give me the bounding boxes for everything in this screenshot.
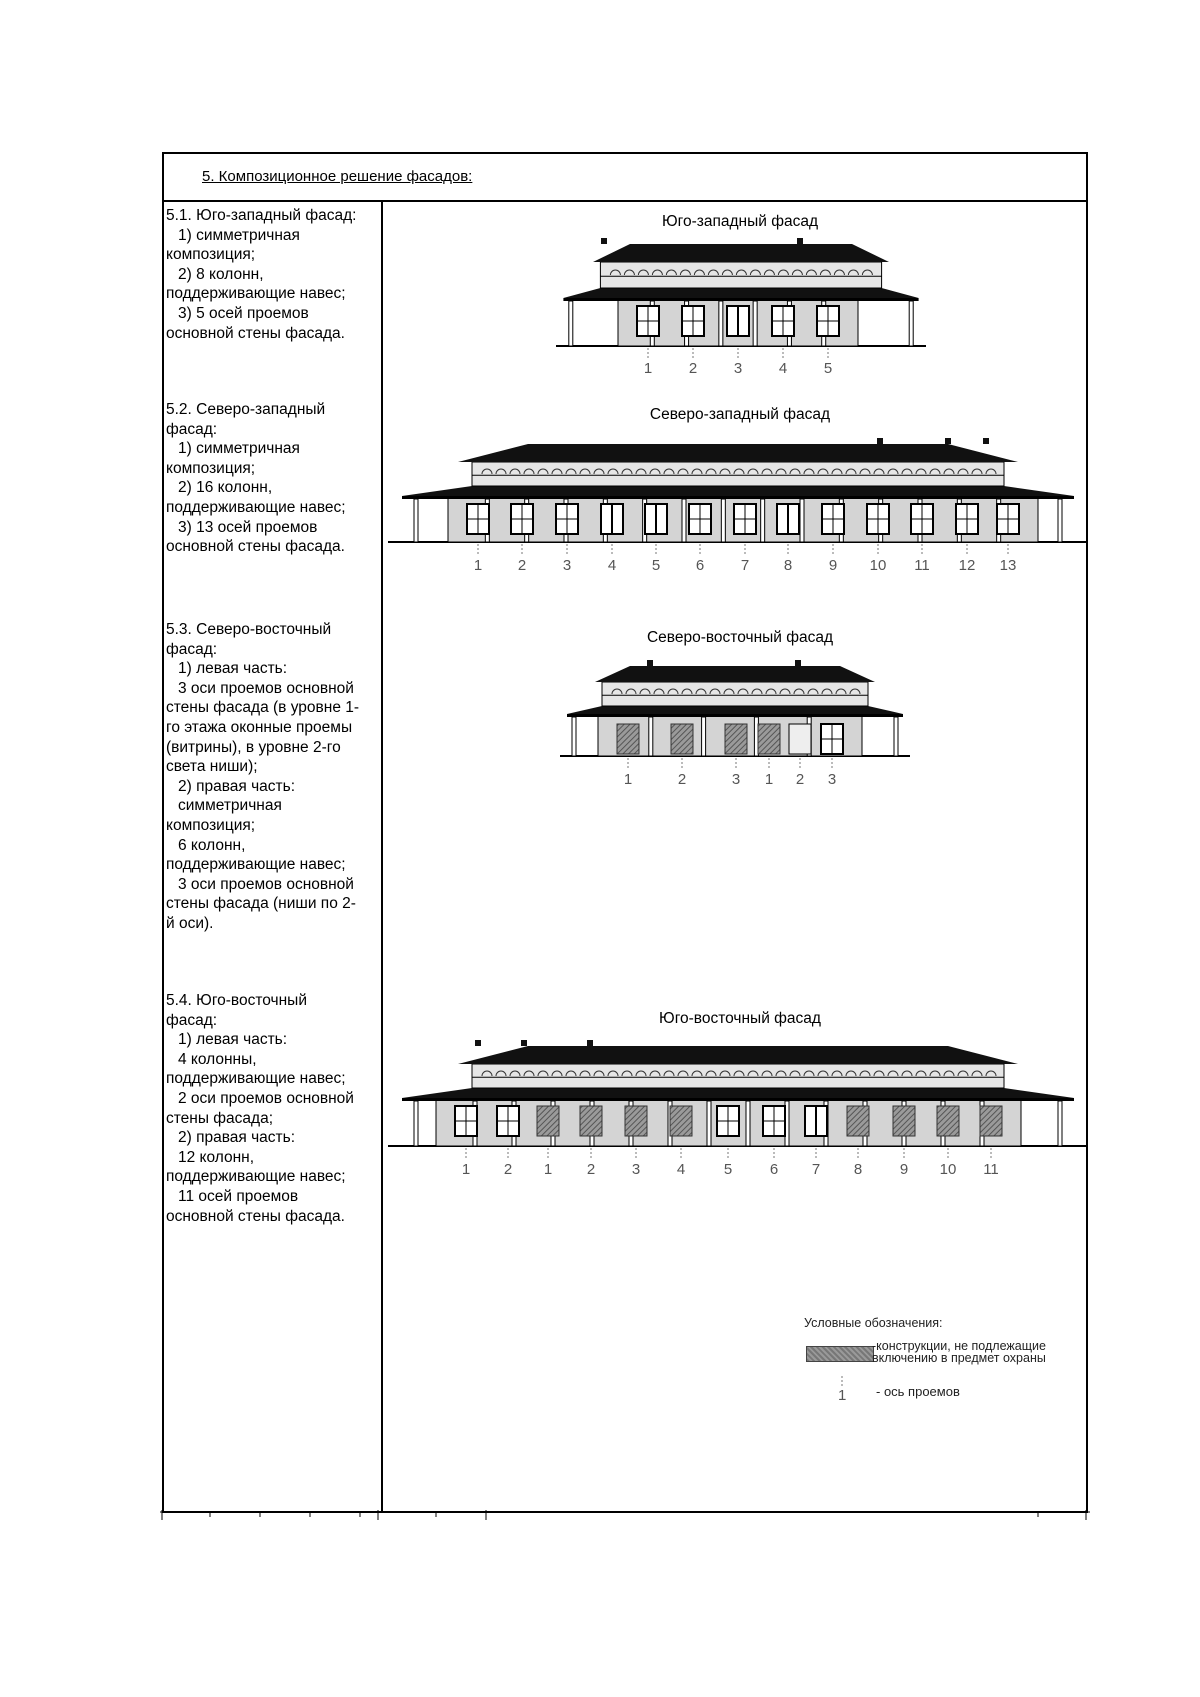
column (569, 301, 573, 346)
axis-number: 10 (939, 1161, 957, 1178)
axis-number: 7 (811, 1161, 821, 1178)
hatched-niche (580, 1106, 602, 1136)
description-line: основной стены фасада. (166, 538, 345, 556)
description-line: 1) левая часть: (178, 660, 288, 678)
facade-title: Северо-западный фасад (649, 406, 831, 423)
description-line: 5.2. Северо-западный (166, 401, 326, 418)
description-line: 1) симметричная (178, 226, 300, 244)
hatched-niche (725, 724, 747, 754)
axis-number: 6 (769, 1161, 779, 1178)
axis-number: 3 (827, 771, 837, 788)
hatched-niche (893, 1106, 915, 1136)
hatched-niche (847, 1106, 869, 1136)
bottom-tick-strip (160, 1510, 1090, 1524)
description-line: стены фасада (в уровне 1- (166, 699, 360, 717)
chimney (797, 238, 803, 244)
axis-number: 1 (543, 1161, 553, 1178)
axis-number: 9 (828, 557, 838, 574)
upper-storey (602, 682, 868, 706)
description-line: поддерживающие навес; (166, 1070, 346, 1088)
axis-number: 3 (631, 1161, 641, 1178)
facade-drawing (388, 430, 1088, 575)
section-description (166, 400, 378, 557)
section-description (166, 991, 378, 1226)
axis-number: 8 (783, 557, 793, 574)
hatched-niche (937, 1106, 959, 1136)
column (572, 717, 576, 756)
hatched-niche (537, 1106, 559, 1136)
column (761, 499, 765, 542)
description-line: симметричная (178, 797, 282, 815)
column (721, 499, 725, 542)
axis-number: 11 (914, 557, 930, 574)
description-line: 3 оси проемов основной (178, 875, 354, 893)
description-line: стены фасада (ниши по 2- (166, 895, 356, 913)
axis-number: 2 (586, 1161, 596, 1178)
chimney (983, 438, 989, 444)
chimney (601, 238, 607, 244)
page-title: 5. Композиционное решение фасадов: (202, 168, 473, 185)
axis-number: 1 (473, 557, 483, 574)
description-line: поддерживающие навес; (166, 285, 346, 303)
column (753, 301, 757, 346)
main-roof (458, 1046, 1018, 1064)
canopy-eave (402, 496, 1074, 499)
description-line: поддерживающие навес; (166, 498, 346, 516)
description-line: 6 колонн, (178, 836, 246, 854)
description-line: стены фасада; (166, 1109, 274, 1127)
description-line: света ниши); (166, 758, 258, 776)
main-roof (458, 444, 1018, 462)
description-line: поддерживающие навес; (166, 856, 346, 874)
description-line: 2 оси проемов основной (178, 1089, 354, 1107)
facade-title: Юго-западный фасад (662, 213, 818, 230)
description-line: 5.3. Северо-восточный (166, 621, 332, 638)
description-line: 3) 5 осей проемов (178, 304, 309, 322)
svg-text:1: 1 (838, 1387, 847, 1404)
canopy-roof (402, 1088, 1074, 1098)
axis-number: 4 (607, 557, 617, 574)
canopy-roof (567, 706, 903, 714)
description-line: фасад: (166, 1011, 218, 1029)
axis-number: 3 (733, 360, 743, 377)
description-line: й оси). (166, 914, 214, 932)
description-line: композиция; (166, 816, 256, 834)
facade-title: Северо-восточный фасад (646, 629, 834, 646)
facade-drawing (560, 652, 910, 792)
description-line: 3 оси проемов основной (178, 679, 354, 697)
description-line: 3) 13 осей проемов (178, 518, 318, 536)
column (682, 499, 686, 542)
description-line: композиция; (166, 246, 256, 264)
description-line: поддерживающие навес; (166, 1168, 346, 1186)
facade-drawing (556, 238, 926, 378)
axis-number: 2 (503, 1161, 513, 1178)
column (414, 499, 418, 542)
axis-number: 2 (795, 771, 805, 788)
column (746, 1101, 750, 1146)
axis-number: 8 (853, 1161, 863, 1178)
description-line: 2) 8 колонн, (178, 265, 264, 283)
hatched-niche (625, 1106, 647, 1136)
hatched-niche (980, 1106, 1002, 1136)
description-line: 5.4. Юго-восточный (166, 992, 307, 1009)
chimney (795, 660, 801, 666)
axis-number: 6 (695, 557, 705, 574)
legend-axis-symbol (836, 1376, 866, 1406)
column (800, 499, 804, 542)
axis-number: 4 (778, 360, 788, 377)
chimney (587, 1040, 593, 1046)
description-line: 12 колонн, (178, 1148, 255, 1166)
axis-number: 9 (899, 1161, 909, 1178)
axis-number: 3 (731, 771, 741, 788)
column (1058, 1101, 1062, 1146)
column (707, 1101, 711, 1146)
section-description (166, 206, 378, 343)
canopy-eave (402, 1098, 1074, 1101)
description-line: 2) правая часть: (178, 777, 296, 795)
legend-axis-label: - ось проемов (876, 1384, 960, 1399)
hatched-niche (671, 724, 693, 754)
canopy-eave (567, 714, 903, 717)
chimney (647, 660, 653, 666)
description-line: фасад: (166, 420, 218, 438)
header-row (164, 154, 1086, 202)
legend-hatch-swatch (806, 1346, 874, 1362)
legend-hatch-label: -конструкции, не подлежащие включению в предмет охраны (872, 1339, 1046, 1365)
column (909, 301, 913, 346)
main-roof (595, 666, 875, 682)
canopy-eave (563, 298, 918, 301)
facade-drawing (388, 1034, 1088, 1179)
description-line: основной стены фасада. (166, 324, 345, 342)
axis-number: 12 (958, 557, 976, 574)
axis-number: 10 (869, 557, 887, 574)
upper-storey (600, 262, 881, 288)
axis-number: 1 (623, 771, 633, 788)
description-line: 2) 16 колонн, (178, 479, 273, 497)
axis-number: 13 (999, 557, 1017, 574)
axis-number: 4 (676, 1161, 686, 1178)
canopy-roof (402, 486, 1074, 496)
description-line: фасад: (166, 640, 218, 658)
axis-number: 3 (562, 557, 572, 574)
axis-number: 2 (517, 557, 527, 574)
chimney (945, 438, 951, 444)
hatched-niche (670, 1106, 692, 1136)
blank-bay (789, 724, 811, 754)
chimney (475, 1040, 481, 1046)
axis-number: 1 (764, 771, 774, 788)
legend-title: Условные обозначения: (804, 1316, 943, 1330)
column (719, 301, 723, 346)
axis-number: 5 (723, 1161, 733, 1178)
facade-title: Юго-восточный фасад (659, 1010, 821, 1027)
axis-number: 1 (461, 1161, 471, 1178)
column (702, 717, 706, 756)
description-line: композиция; (166, 459, 256, 477)
description-line: 2) правая часть: (178, 1129, 296, 1147)
axis-number: 7 (740, 557, 750, 574)
axis-number: 1 (643, 360, 653, 377)
main-roof (593, 244, 889, 262)
column (414, 1101, 418, 1146)
description-line: (витрины), в уровне 2-го (166, 738, 341, 756)
axis-number: 5 (651, 557, 661, 574)
description-line: 11 осей проемов (178, 1187, 299, 1205)
column (894, 717, 898, 756)
axis-number: 2 (688, 360, 698, 377)
canopy-roof (563, 288, 918, 298)
axis-number: 2 (677, 771, 687, 788)
hatched-niche (758, 724, 780, 754)
description-line: 4 колонны, (178, 1050, 257, 1068)
description-line: основной стены фасада. (166, 1207, 345, 1225)
description-line: 1) левая часть: (178, 1031, 288, 1049)
chimney (521, 1040, 527, 1046)
column (1058, 499, 1062, 542)
chimney (877, 438, 883, 444)
description-line: го этажа оконные проемы (166, 718, 353, 736)
axis-number: 5 (823, 360, 833, 377)
description-line: 1) симметричная (178, 440, 300, 458)
section-description (166, 620, 378, 934)
description-line: 5.1. Юго-западный фасад: (166, 207, 357, 224)
axis-number: 11 (983, 1161, 999, 1178)
column-divider (381, 202, 383, 1513)
column (649, 717, 653, 756)
hatched-niche (617, 724, 639, 754)
